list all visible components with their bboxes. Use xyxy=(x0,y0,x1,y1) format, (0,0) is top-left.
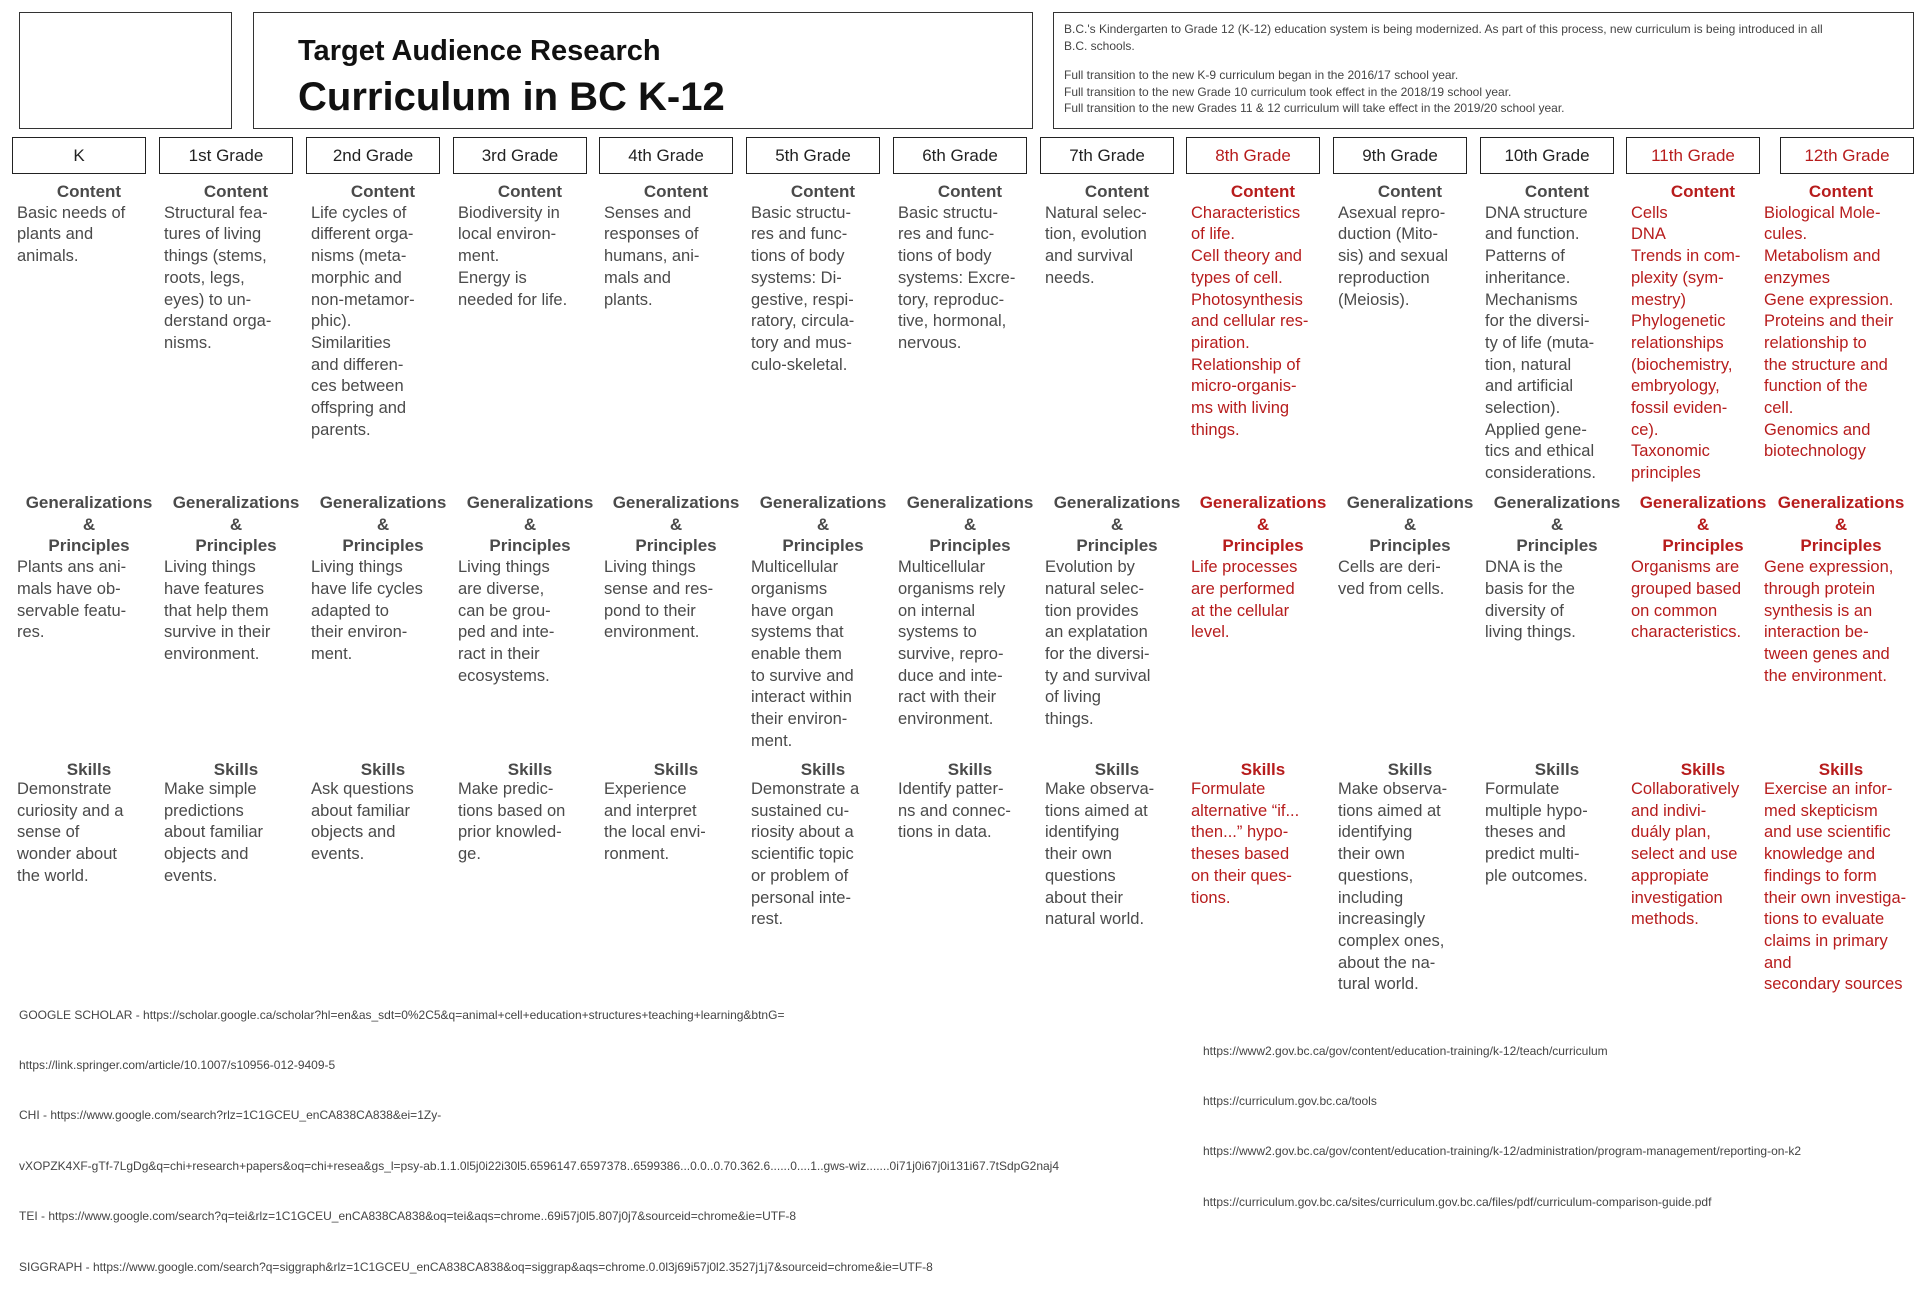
skills-cell xyxy=(604,760,748,866)
reference-line: vXOPZK4XF-gTf-7LgDg&q=chi+research+papers&oq=chi+resea&gs_l=psy-ab.1.1.0l5j0i22i30l5.6596147.6597378..6599386...0.0..0.70.362.6......0....1..gws-wiz.......0i71j0i67j0i131i67.7tSdpG2naj4 xyxy=(19,1158,1060,1173)
content-text: Characteristics of life. Cell theory and types of cell. Photosynthesis and cellular res- piration. Relationship of micro-organis- ms with living things. xyxy=(1191,203,1309,439)
content-text: Natural selec- tion, evolution and survival needs. xyxy=(1045,203,1147,287)
content-text: Biodiversity in local environ- ment. Energy is needed for life. xyxy=(458,203,568,309)
generalizations-text: Plants ans ani- mals have ob- servable featu- res. xyxy=(17,558,127,642)
skills-text: Identify patter- ns and connec- tions in data. xyxy=(898,780,1011,842)
reference-line: https://www2.gov.bc.ca/gov/content/education-training/k-12/teach/curriculum xyxy=(1203,1043,1608,1058)
generalizations-text: Organisms are grouped based on common characteristics. xyxy=(1631,558,1742,642)
section-heading: Generalizations & Principles xyxy=(319,493,447,556)
generalizations-cell xyxy=(1631,492,1775,644)
grade-header: 7th Grade xyxy=(1040,137,1174,174)
grade-header: 12th Grade xyxy=(1780,137,1914,174)
generalizations-cell xyxy=(17,492,161,644)
section-heading: Generalizations & Principles xyxy=(172,493,300,556)
grade-header: 3rd Grade xyxy=(453,137,587,174)
generalizations-cell xyxy=(1338,492,1482,601)
generalizations-text: Living things are diverse, can be grou- ped and inte- ract in their ecosystems. xyxy=(458,558,555,685)
section-heading: Skills xyxy=(1094,760,1140,779)
content-text: Structural fea- tures of living things (stems, roots, legs, eyes) to un- derstand orga- nisms. xyxy=(164,203,272,352)
skills-cell xyxy=(1485,760,1629,888)
section-heading: Content xyxy=(1670,182,1736,201)
page-title: Curriculum in BC K-12 xyxy=(298,75,725,119)
content-cell xyxy=(898,181,1042,355)
content-cell xyxy=(17,181,161,268)
generalizations-text: Evolution by natural selec- tion provides an explatation for the diversi- ty and survival of living things. xyxy=(1045,558,1151,729)
section-heading: Content xyxy=(643,182,709,201)
grade-header: 5th Grade xyxy=(746,137,880,174)
section-heading: Content xyxy=(497,182,563,201)
section-heading: Skills xyxy=(1534,760,1580,779)
section-heading: Content xyxy=(790,182,856,201)
section-heading: Skills xyxy=(1680,760,1726,779)
section-heading: Content xyxy=(1524,182,1590,201)
skills-text: Collaboratively and indivi- duály plan, select and use appropiate investigation methods. xyxy=(1631,780,1740,929)
info-line: B.C.'s Kindergarten to Grade 12 (K-12) education system is being modernized. As part of this process, new curriculum is being introduced in all xyxy=(1064,22,1823,36)
title-box xyxy=(253,12,1033,129)
skills-cell xyxy=(17,760,161,888)
content-cell xyxy=(604,181,748,311)
section-heading: Skills xyxy=(1818,760,1864,779)
content-text: Life cycles of different orga- nisms (meta- morphic and non-metamor- phic). Similarities and differen- ces between offspring and parents. xyxy=(311,203,415,439)
section-heading: Skills xyxy=(66,760,112,779)
page-subtitle: Target Audience Research xyxy=(298,35,661,67)
generalizations-cell xyxy=(1191,492,1335,644)
info-line: B.C. schools. xyxy=(1064,38,1135,53)
info-line: Full transition to the new K-9 curriculum began in the 2016/17 school year. xyxy=(1064,68,1459,82)
section-heading: Generalizations & Principles xyxy=(612,493,740,556)
content-cell xyxy=(458,181,602,311)
skills-text: Experience and interpret the local envi- ronment. xyxy=(604,780,706,864)
skills-cell xyxy=(311,760,455,866)
section-heading: Generalizations & Principles xyxy=(1777,493,1905,556)
generalizations-text: Multicellular organisms have organ systems that enable them to survive and interact within their environ- ment. xyxy=(751,558,854,750)
skills-text: Demonstrate curiosity and a sense of wonder about the world. xyxy=(17,780,124,885)
content-text: Basic needs of plants and animals. xyxy=(17,203,126,266)
section-heading: Generalizations & Principles xyxy=(1639,493,1767,556)
skills-cell xyxy=(898,760,1042,844)
info-line: Full transition to the new Grades 11 & 12 curriculum will take effect in the 2019/20 school year. xyxy=(1064,101,1565,115)
grade-header: 4th Grade xyxy=(599,137,733,174)
content-cell xyxy=(1045,181,1189,290)
section-heading: Skills xyxy=(360,760,406,779)
section-heading: Generalizations & Principles xyxy=(1053,493,1181,556)
section-heading: Skills xyxy=(1240,760,1286,779)
skills-text: Formulate multiple hypo- theses and predict multi- ple outcomes. xyxy=(1485,780,1588,885)
content-cell xyxy=(1485,181,1629,485)
skills-cell xyxy=(751,760,895,931)
generalizations-cell xyxy=(311,492,455,666)
info-box xyxy=(1053,12,1914,129)
generalizations-cell xyxy=(164,492,308,666)
section-heading: Skills xyxy=(947,760,993,779)
section-heading: Content xyxy=(1084,182,1150,201)
generalizations-cell xyxy=(1764,492,1918,687)
info-line: Full transition to the new Grade 10 curriculum took effect in the 2018/19 school year. xyxy=(1064,84,1512,99)
generalizations-text: Living things have features that help them survive in their environment. xyxy=(164,558,271,663)
skills-cell xyxy=(164,760,308,888)
generalizations-text: Multicellular organisms rely on internal systems to survive, repro- duce and inte- ract with their environment. xyxy=(898,558,1006,729)
section-heading: Generalizations & Principles xyxy=(906,493,1034,556)
section-heading: Skills xyxy=(800,760,846,779)
content-text: Basic structu- res and func- tions of body systems: Di- gestive, respi- ratory, circula- tory and mus- culo-skeletal. xyxy=(751,203,855,374)
section-heading: Content xyxy=(56,182,122,201)
logo-placeholder-box xyxy=(19,12,232,129)
section-heading: Generalizations & Principles xyxy=(1493,493,1621,556)
content-text: Biological Mole- cules. Metabolism and enzymes Gene expression. Proteins and their relationship to the structure and function of the cell. Genomics and biotechnology xyxy=(1764,203,1894,461)
generalizations-text: Cells are deri- ved from cells. xyxy=(1338,558,1445,598)
generalizations-text: Living things sense and res- pond to their environment. xyxy=(604,558,714,642)
references-right xyxy=(1203,1009,1801,1227)
skills-text: Demonstrate a sustained cu- riosity about a scientific topic or problem of personal inte- rest. xyxy=(751,780,860,929)
section-heading: Content xyxy=(1808,182,1874,201)
generalizations-cell xyxy=(1045,492,1189,731)
content-text: Senses and responses of humans, ani- mals and plants. xyxy=(604,203,700,309)
grade-header: 1st Grade xyxy=(159,137,293,174)
content-text: DNA structure and function. Patterns of inheritance. Mechanisms for the diversi- ty of life (muta- tion, natural and artificial selection). Applied gene- tics and ethical considerations. xyxy=(1485,203,1596,483)
reference-line: GOOGLE SCHOLAR - https://scholar.google.ca/scholar?hl=en&as_sdt=0%2C5&q=animal+cell+education+structures+teaching+learning&btnG= xyxy=(19,1007,785,1022)
reference-line: TEI - https://www.google.com/search?q=tei&rlz=1C1GCEU_enCA838CA838&oq=tei&aqs=chrome..69i57j0l5.807j0j7&sourceid=chrome&ie=UTF-8 xyxy=(19,1209,797,1224)
section-heading: Content xyxy=(350,182,416,201)
section-heading: Generalizations & Principles xyxy=(25,493,153,556)
section-heading: Skills xyxy=(653,760,699,779)
section-heading: Generalizations & Principles xyxy=(466,493,594,556)
skills-text: Make observa- tions aimed at identifying their own questions, including increasingly complex ones, about the na- tural world. xyxy=(1338,780,1448,994)
section-heading: Content xyxy=(937,182,1003,201)
content-text: Basic structu- res and func- tions of body systems: Excre- tory, reproduc- tive, hormonal, nervous. xyxy=(898,203,1016,352)
generalizations-text: DNA is the basis for the diversity of living things. xyxy=(1485,558,1576,642)
skills-cell xyxy=(1045,760,1189,931)
reference-line: https://curriculum.gov.bc.ca/tools xyxy=(1203,1093,1377,1108)
content-cell xyxy=(1191,181,1335,441)
section-heading: Generalizations & Principles xyxy=(1346,493,1474,556)
content-text: Cells DNA Trends in com- plexity (sym- mestry) Phylogenetic relationships (biochemistry, embryology, fossil eviden- ce). Taxonomic principles xyxy=(1631,203,1741,483)
generalizations-cell xyxy=(604,492,748,644)
content-cell xyxy=(751,181,895,376)
skills-text: Exercise an infor- med skepticism and use scientific knowledge and findings to form their own investiga- tions to evaluate claims in primary and secondary sources xyxy=(1764,780,1907,994)
skills-text: Make observa- tions aimed at identifying their own questions about their natural world. xyxy=(1045,780,1155,929)
skills-text: Make simple predictions about familiar objects and events. xyxy=(164,780,264,885)
skills-cell xyxy=(1631,760,1775,931)
content-cell xyxy=(1631,181,1775,485)
section-heading: Content xyxy=(203,182,269,201)
section-heading: Content xyxy=(1230,182,1296,201)
generalizations-cell xyxy=(751,492,895,752)
reference-line: https://link.springer.com/article/10.1007/s10956-012-9409-5 xyxy=(19,1057,336,1072)
references-left xyxy=(19,973,1059,1292)
section-heading: Skills xyxy=(213,760,259,779)
section-heading: Skills xyxy=(507,760,553,779)
skills-cell xyxy=(1338,760,1482,996)
content-cell xyxy=(1764,181,1918,463)
skills-text: Formulate alternative “if... then...” hypo- theses based on their ques- tions. xyxy=(1191,780,1300,907)
grade-header: 9th Grade xyxy=(1333,137,1467,174)
generalizations-cell xyxy=(1485,492,1629,644)
skills-cell xyxy=(1764,760,1918,996)
skills-cell xyxy=(458,760,602,866)
section-heading: Content xyxy=(1377,182,1443,201)
generalizations-cell xyxy=(458,492,602,687)
generalizations-cell xyxy=(898,492,1042,731)
reference-line: https://www2.gov.bc.ca/gov/content/education-training/k-12/administration/program-management/reporting-on-k2 xyxy=(1203,1144,1802,1159)
grade-header: 10th Grade xyxy=(1480,137,1614,174)
section-heading: Generalizations & Principles xyxy=(1199,493,1327,556)
grade-header: 6th Grade xyxy=(893,137,1027,174)
section-heading: Generalizations & Principles xyxy=(759,493,887,556)
section-heading: Skills xyxy=(1387,760,1433,779)
grade-header: K xyxy=(12,137,146,174)
content-text: Asexual repro- duction (Mito- sis) and sexual reproduction (Meiosis). xyxy=(1338,203,1449,309)
skills-text: Make predic- tions based on prior knowled- ge. xyxy=(458,780,566,864)
grade-header: 8th Grade xyxy=(1186,137,1320,174)
generalizations-text: Gene expression, through protein synthesis is an interaction be- tween genes and the environment. xyxy=(1764,558,1894,685)
content-cell xyxy=(1338,181,1482,311)
grade-header: 11th Grade xyxy=(1626,137,1760,174)
reference-line: CHI - https://www.google.com/search?rlz=1C1GCEU_enCA838CA838&ei=1Zy- xyxy=(19,1108,442,1123)
content-cell xyxy=(311,181,455,441)
grade-header: 2nd Grade xyxy=(306,137,440,174)
generalizations-text: Living things have life cycles adapted to their environ- ment. xyxy=(311,558,423,663)
reference-line: https://curriculum.gov.bc.ca/sites/curriculum.gov.bc.ca/files/pdf/curriculum-comparison-guide.pdf xyxy=(1203,1194,1712,1209)
skills-cell xyxy=(1191,760,1335,909)
content-cell xyxy=(164,181,308,355)
generalizations-text: Life processes are performed at the cellular level. xyxy=(1191,558,1298,642)
reference-line: SIGGRAPH - https://www.google.com/search?q=siggraph&rlz=1C1GCEU_enCA838CA838&oq=siggrap&aqs=chrome.0.0l3j69i57j0l2.3527j1j7&sourceid=chrome&ie=UTF-8 xyxy=(19,1259,933,1274)
skills-text: Ask questions about familiar objects and events. xyxy=(311,780,414,864)
